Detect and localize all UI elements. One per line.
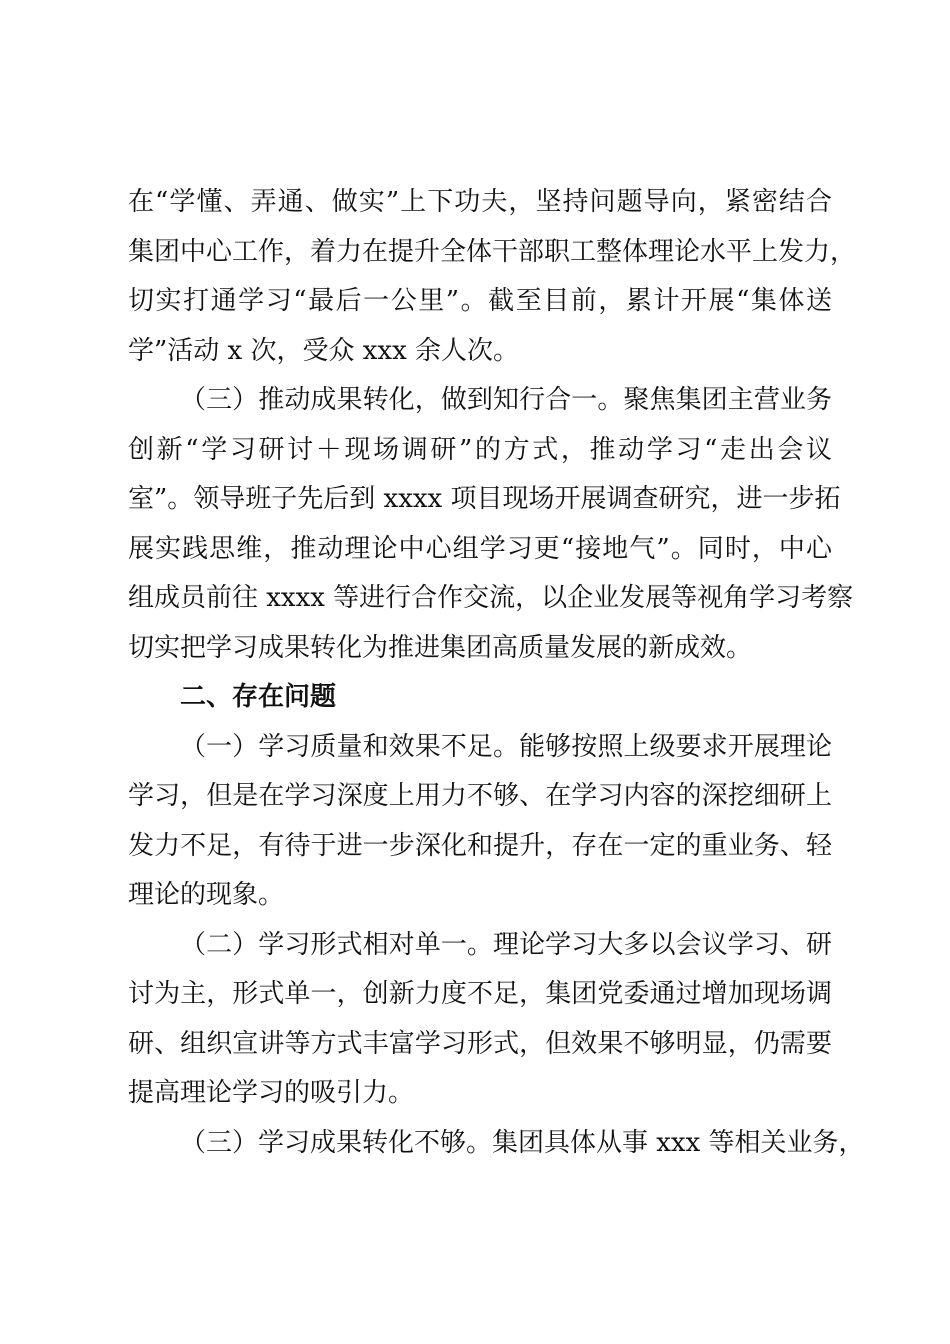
text-line: 展实践思维，推动理论中心组学习更“接地气”。同时，中心 <box>128 533 832 564</box>
text-line: 提高理论学习的吸引力。 <box>128 1078 415 1108</box>
text-line: （一）学习质量和效果不足。能够按照上级要求开展理论 <box>180 731 832 762</box>
text-line: 学”活动 x 次，受众 xxx 余人次。 <box>128 335 520 366</box>
text-line: （二）学习形式相对单一。理论学习大多以会议学习、研 <box>180 929 832 960</box>
paragraph-problem-transformation <box>128 1119 865 1169</box>
paragraph-problem-format <box>128 921 832 1119</box>
text-line: 在“学懂、弄通、做实”上下功夫，坚持问题导向，紧密结合 <box>128 187 832 217</box>
document-body <box>128 178 865 1168</box>
text-line: 切实把学习成果转化为推进集团高质量发展的新成效。 <box>128 632 753 663</box>
paragraph-problem-quality <box>128 723 832 921</box>
text-line: 室”。领导班子先后到 xxxx 项目现场开展调查研究，进一步拓 <box>128 484 841 514</box>
text-line: （三）学习成果转化不够。集团具体从事 xxx 等相关业务， <box>180 1127 865 1158</box>
text-line: 创新“学习研讨＋现场调研”的方式，推动学习“走出会议 <box>128 434 832 465</box>
text-line: 组成员前往 xxxx 等进行合作交流，以企业发展等视角学习考察 <box>128 583 854 613</box>
text-line: 研、组织宣讲等方式丰富学习形式，但效果不够明显，仍需要 <box>128 1028 832 1059</box>
text-line: 切实打通学习“最后一公里”。截至目前，累计开展“集体送 <box>128 286 832 316</box>
paragraph-learning-methods <box>128 178 857 376</box>
text-line: 集团中心工作，着力在提升全体干部职工整体理论水平上发力， <box>128 236 857 267</box>
section-heading: 二、存在问题 <box>180 682 337 712</box>
text-line: 学习，但是在学习深度上用力不够、在学习内容的深挖细研上 <box>128 781 832 811</box>
text-line: 理论的现象。 <box>128 880 285 910</box>
text-line: （三）推动成果转化，做到知行合一。聚焦集团主营业务 <box>180 385 832 415</box>
paragraph-results-transformation <box>128 376 854 673</box>
text-line: 发力不足，有待于进一步深化和提升，存在一定的重业务、轻 <box>128 830 832 861</box>
text-line: 讨为主，形式单一，创新力度不足，集团党委通过增加现场调 <box>128 979 832 1009</box>
